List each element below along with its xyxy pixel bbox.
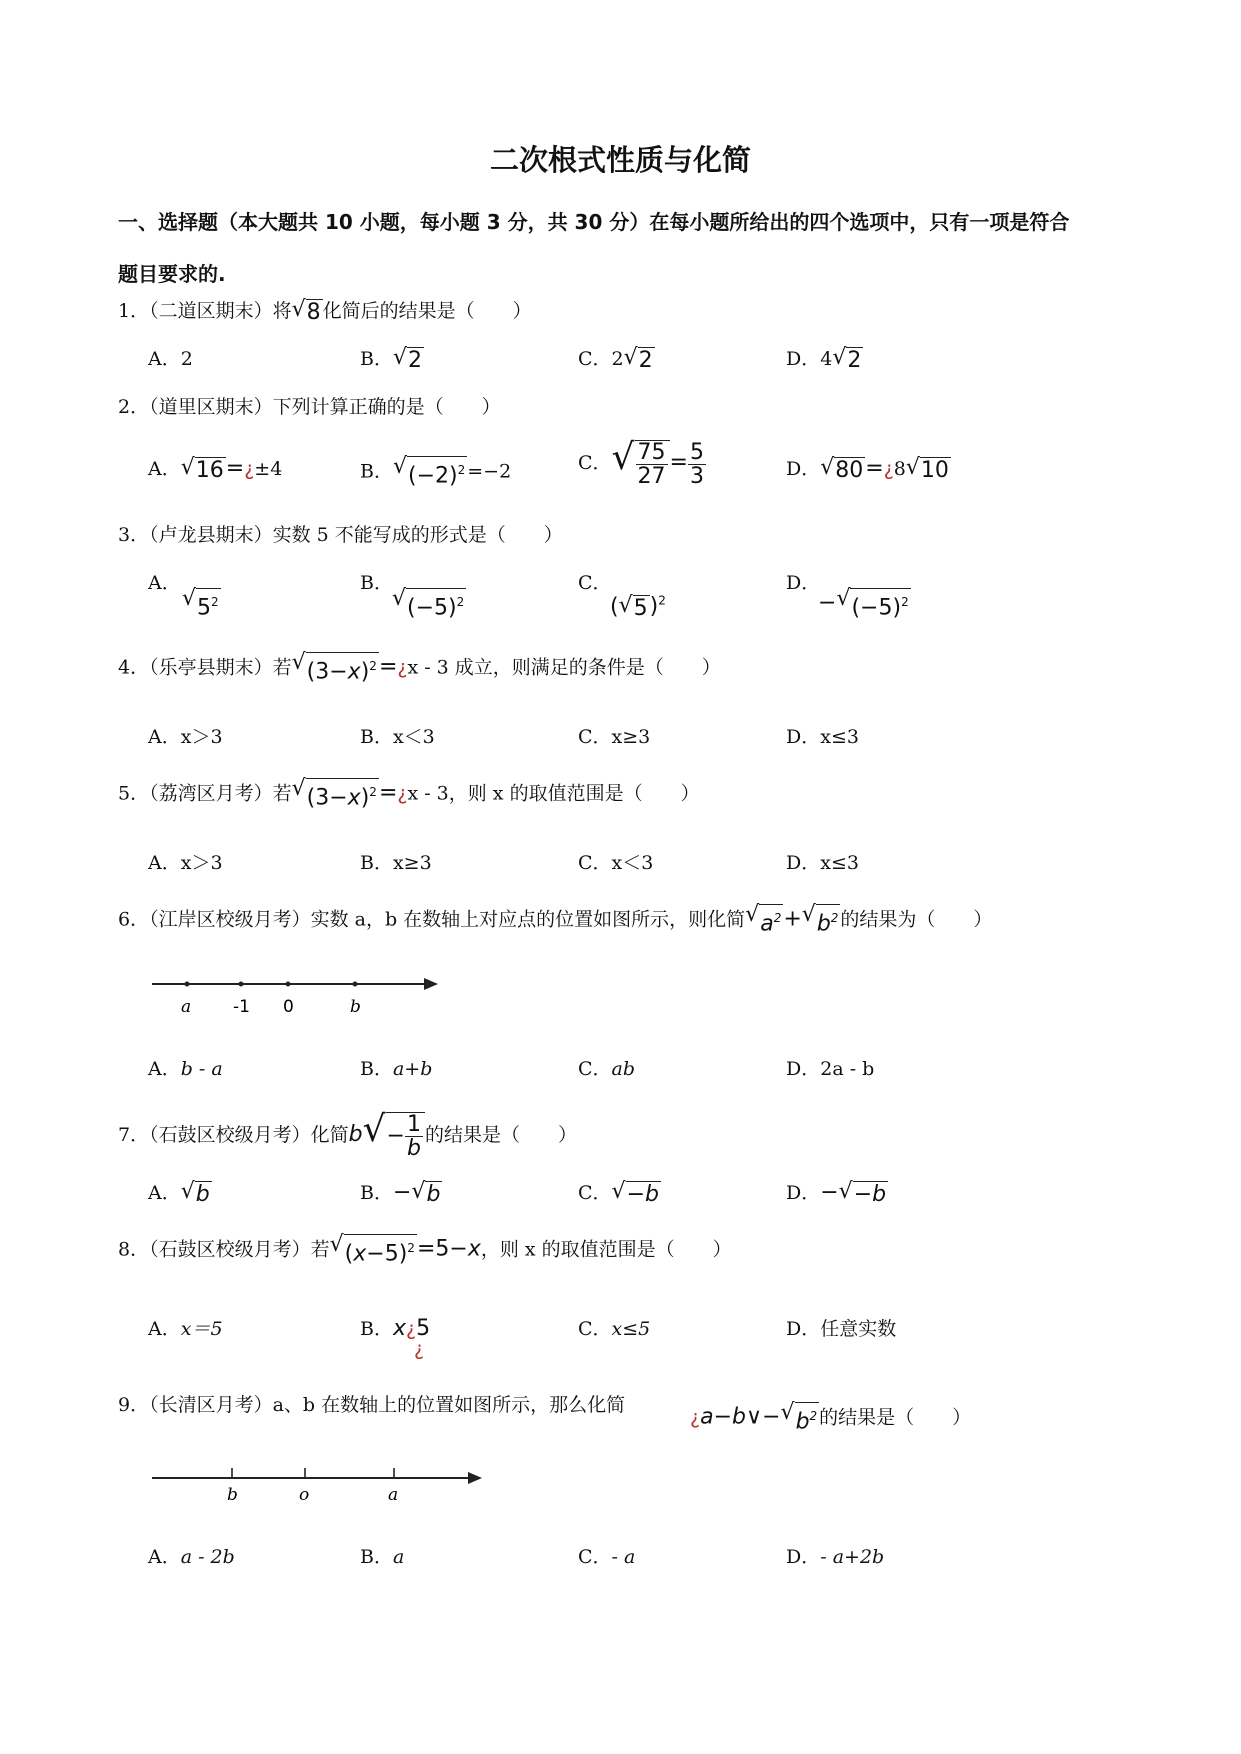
q5-option-c[interactable]: C．x＜3 [578,852,654,874]
q3-option-a-expr: √ $5^2$ [182,586,219,621]
axis-label-neg1: -1 [233,997,250,1017]
q8-option-a[interactable]: A．x＝5 [148,1318,223,1340]
q3-option-c-expr: ( √ 5 )$^2$ [610,592,666,621]
q3-option-d[interactable]: D． [786,572,821,594]
section-heading-line2: 题目要求的. [118,262,226,286]
question-4: 4．（乐亭县期末）若 √ $(3-x)^2$ =¿x - 3 成立，则满足的条件是（ ） [118,650,721,685]
question-9-expr: ¿a−b∨− √ $b^2$ 的结果是（ ） [690,1400,972,1435]
q2-option-b[interactable]: B． √ $(-2)^2$ =−2 [360,454,512,489]
q3-option-d-expr: − √ $(-5)^2$ [818,586,909,621]
question-3: 3．（卢龙县期末）实数 5 不能写成的形式是（ ） [118,524,563,546]
axis-label-0: 0 [283,997,294,1017]
q6-option-d[interactable]: D．2a - b [786,1058,875,1080]
q6-option-b[interactable]: B．a+b [360,1058,433,1080]
question-2: 2．（道里区期末）下列计算正确的是（ ） [118,396,501,418]
q4-option-a[interactable]: A．x＞3 [148,726,223,748]
q1-option-c[interactable]: C．2 √ 2 [578,344,653,373]
q7-option-c[interactable]: C． √ −b [578,1178,659,1207]
q5-option-b[interactable]: B．x≥3 [360,852,432,874]
q4-option-b[interactable]: B．x＜3 [360,726,435,748]
axis-label-o: o [299,1485,310,1505]
q4-option-c[interactable]: C．x≥3 [578,726,651,748]
q8-option-c[interactable]: C．x≤5 [578,1318,651,1340]
axis-label-b: b [227,1485,238,1505]
axis-label-a: a [181,997,192,1017]
question-6: 6．（江岸区校级月考）实数 a，b 在数轴上对应点的位置如图所示，则化简 √ $a^2$ + √ $b^2$ 的结果为（ ） [118,902,993,937]
q2-option-a[interactable]: A． √ 16 =¿±4 [148,454,283,483]
q3-option-a[interactable]: A． [148,572,181,594]
q8-option-b[interactable]: B．x¿5 [360,1316,431,1341]
q5-option-d[interactable]: D．x≤3 [786,852,859,874]
q3-option-b-expr: √ $(-5)^2$ [392,586,465,621]
question-5: 5．（荔湾区月考）若 √ $(3-x)^2$ =¿x - 3，则 x 的取值范围是（ ） [118,776,700,811]
q7-option-b[interactable]: B．− √ b [360,1178,441,1207]
section-heading-line1: 一、选择题（本大题共 10 小题，每小题 3 分，共 30 分）在每小题所给出的四个选项中，只有一项是符合 [118,210,1070,234]
question-9: 9．（长清区月考）a、b 在数轴上的位置如图所示，那么化简 [118,1394,626,1416]
axis-label-b: b [350,997,361,1017]
page-title: 二次根式性质与化简 [489,143,751,177]
q8-option-d[interactable]: D．任意实数 [786,1318,897,1340]
q6-option-c[interactable]: C．ab [578,1058,636,1080]
q7-option-d[interactable]: D．− √ −b [786,1178,887,1207]
number-line-q6 [150,968,440,1018]
number-line-q9 [150,1462,485,1510]
q1-option-d[interactable]: D．4 √ 2 [786,344,862,373]
q5-option-a[interactable]: A．x＞3 [148,852,223,874]
q2-option-d[interactable]: D． √ 80 =¿8 √ 10 [786,454,949,483]
q3-option-c[interactable]: C． [578,572,612,594]
question-7: 7．（石鼓区校级月考）化简b √ − $\frac{1}{b}$ 的结果是（ ） [118,1109,577,1162]
axis-label-a: a [388,1485,399,1505]
q6-option-a[interactable]: A．b - a [148,1058,223,1080]
q4-option-d[interactable]: D．x≤3 [786,726,859,748]
question-8: 8．（石鼓区校级月考）若 √ $(x-5)^2$ =5−x，则 x 的取值范围是（ ） [118,1232,732,1267]
q9-option-a[interactable]: A．a - 2b [148,1546,235,1568]
q1-option-a[interactable]: A．2 [148,348,193,370]
q2-option-c[interactable]: C． √ $\frac{75}{27}$ = $\frac{5}{3}$ [578,437,704,490]
q9-option-d[interactable]: D．- a+2b [786,1546,885,1568]
q9-option-c[interactable]: C．- a [578,1546,636,1568]
q9-option-b[interactable]: B．a [360,1546,405,1568]
q7-option-a[interactable]: A． √ b [148,1178,210,1207]
q8-inverted-q: ¿ [414,1338,425,1360]
q1-option-b[interactable]: B． √ 2 [360,344,422,373]
question-1: 1．（二道区期末）将 √ 8 化简后的结果是（ ） [118,296,532,325]
q3-option-b[interactable]: B． [360,572,393,594]
